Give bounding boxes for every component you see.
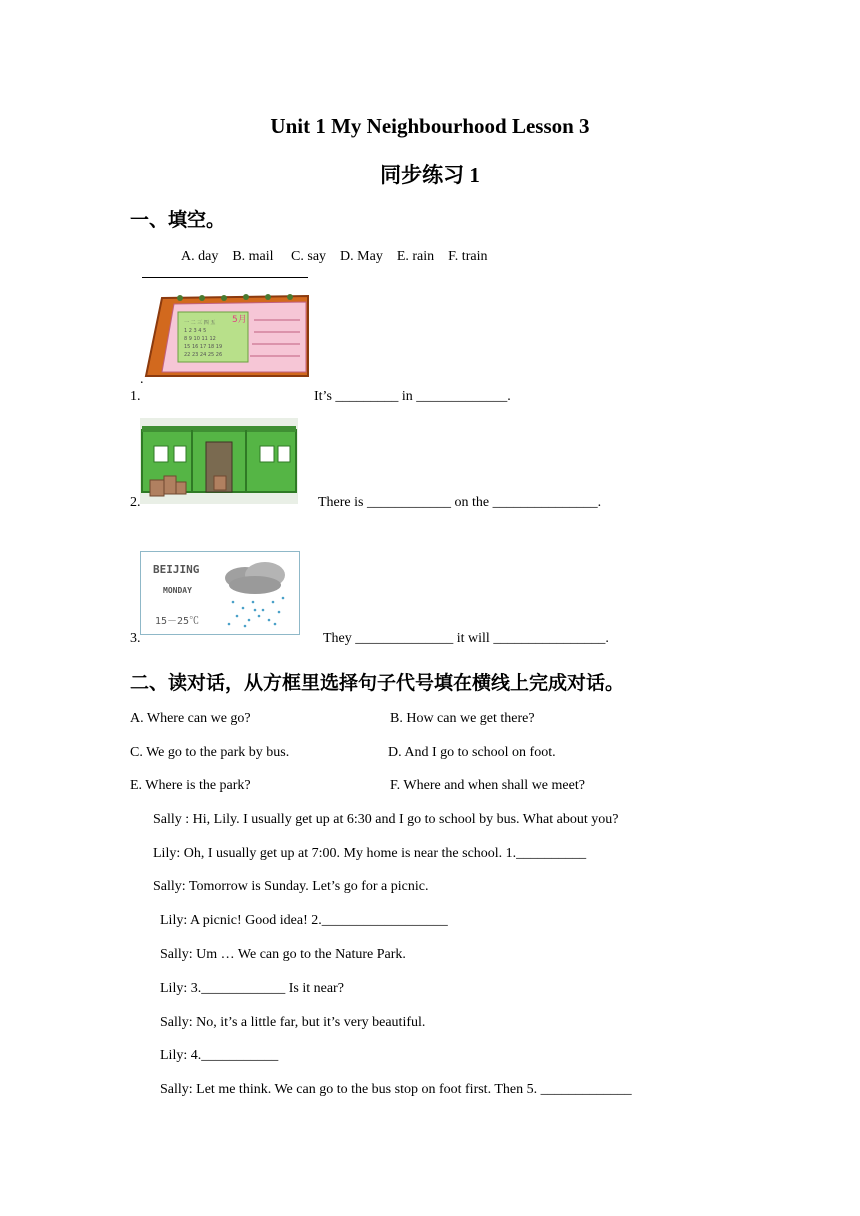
page-title: Unit 1 My Neighbourhood Lesson 3	[270, 114, 590, 138]
svg-text:22 23 24 25 26: 22 23 24 25 26	[184, 352, 223, 358]
question-3-number: 3.	[130, 631, 141, 646]
train-image	[140, 416, 298, 506]
option-a: A. Where can we go?	[130, 711, 251, 726]
calendar-month: 5月	[232, 315, 247, 325]
option-e: E. Where is the park?	[130, 778, 251, 793]
question-2-number: 2.	[130, 495, 141, 510]
dialogue-line: Lily: 3.____________ Is it near?	[160, 981, 344, 996]
question-3-text: They ______________ it will ________________.	[323, 631, 609, 646]
section-heading-fill-blanks: 一、填空。	[130, 210, 226, 231]
dialogue-line: Lily: A picnic! Good idea! 2.__________________	[160, 913, 448, 928]
dialogue-line: Sally: Let me think. We can go to the bus stop on foot first. Then 5. _____________	[160, 1082, 632, 1097]
divider-line	[142, 277, 308, 278]
question-2-text: There is ____________ on the _______________.	[318, 495, 602, 510]
svg-text:8 9 10 11 12: 8 9 10 11 12	[184, 336, 216, 342]
option-d: D. And I go to school on foot.	[388, 745, 556, 760]
dialogue-line: Lily: 4.___________	[160, 1048, 279, 1063]
svg-text:1 2 3 4 5: 1 2 3 4 5	[184, 328, 207, 334]
dialogue-line: Lily: Oh, I usually get up at 7:00. My home is near the school. 1.__________	[153, 846, 587, 861]
word-options: A. day B. mail C. say D. May E. rain F. train	[181, 249, 488, 264]
weather-temp: 15－25℃	[155, 616, 200, 627]
dialogue-line: Sally: Um … We can go to the Nature Park.	[160, 947, 406, 962]
rain-cloud-icon	[215, 558, 297, 630]
weather-city: BEIJING	[153, 563, 200, 576]
dialogue-line: Sally: No, it’s a little far, but it’s very beautiful.	[160, 1015, 426, 1030]
option-f: F. Where and when shall we meet?	[390, 778, 585, 793]
dialogue-line: Sally: Tomorrow is Sunday. Let’s go for a picnic.	[153, 879, 429, 894]
svg-text:一 二 三 四 五: 一 二 三 四 五	[184, 320, 216, 326]
dialogue-line: Sally : Hi, Lily. I usually get up at 6:30 and I go to school by bus. What about you?	[153, 812, 619, 827]
weather-day: MONDAY	[163, 586, 192, 595]
question-1-text: It’s _________ in _____________.	[314, 389, 511, 404]
option-c: C. We go to the park by bus.	[130, 745, 290, 760]
weather-card-image	[140, 551, 300, 635]
section-heading-dialogue: 二、读对话，从方框里选择句子代号填在横线上完成对话。	[130, 673, 625, 694]
option-b: B. How can we get there?	[390, 711, 535, 726]
page-subtitle: 同步练习 1	[380, 163, 480, 187]
question-1-number: 1.	[130, 389, 141, 404]
svg-text:15 16 17 18 19: 15 16 17 18 19	[184, 344, 223, 350]
calendar-image	[140, 290, 310, 382]
